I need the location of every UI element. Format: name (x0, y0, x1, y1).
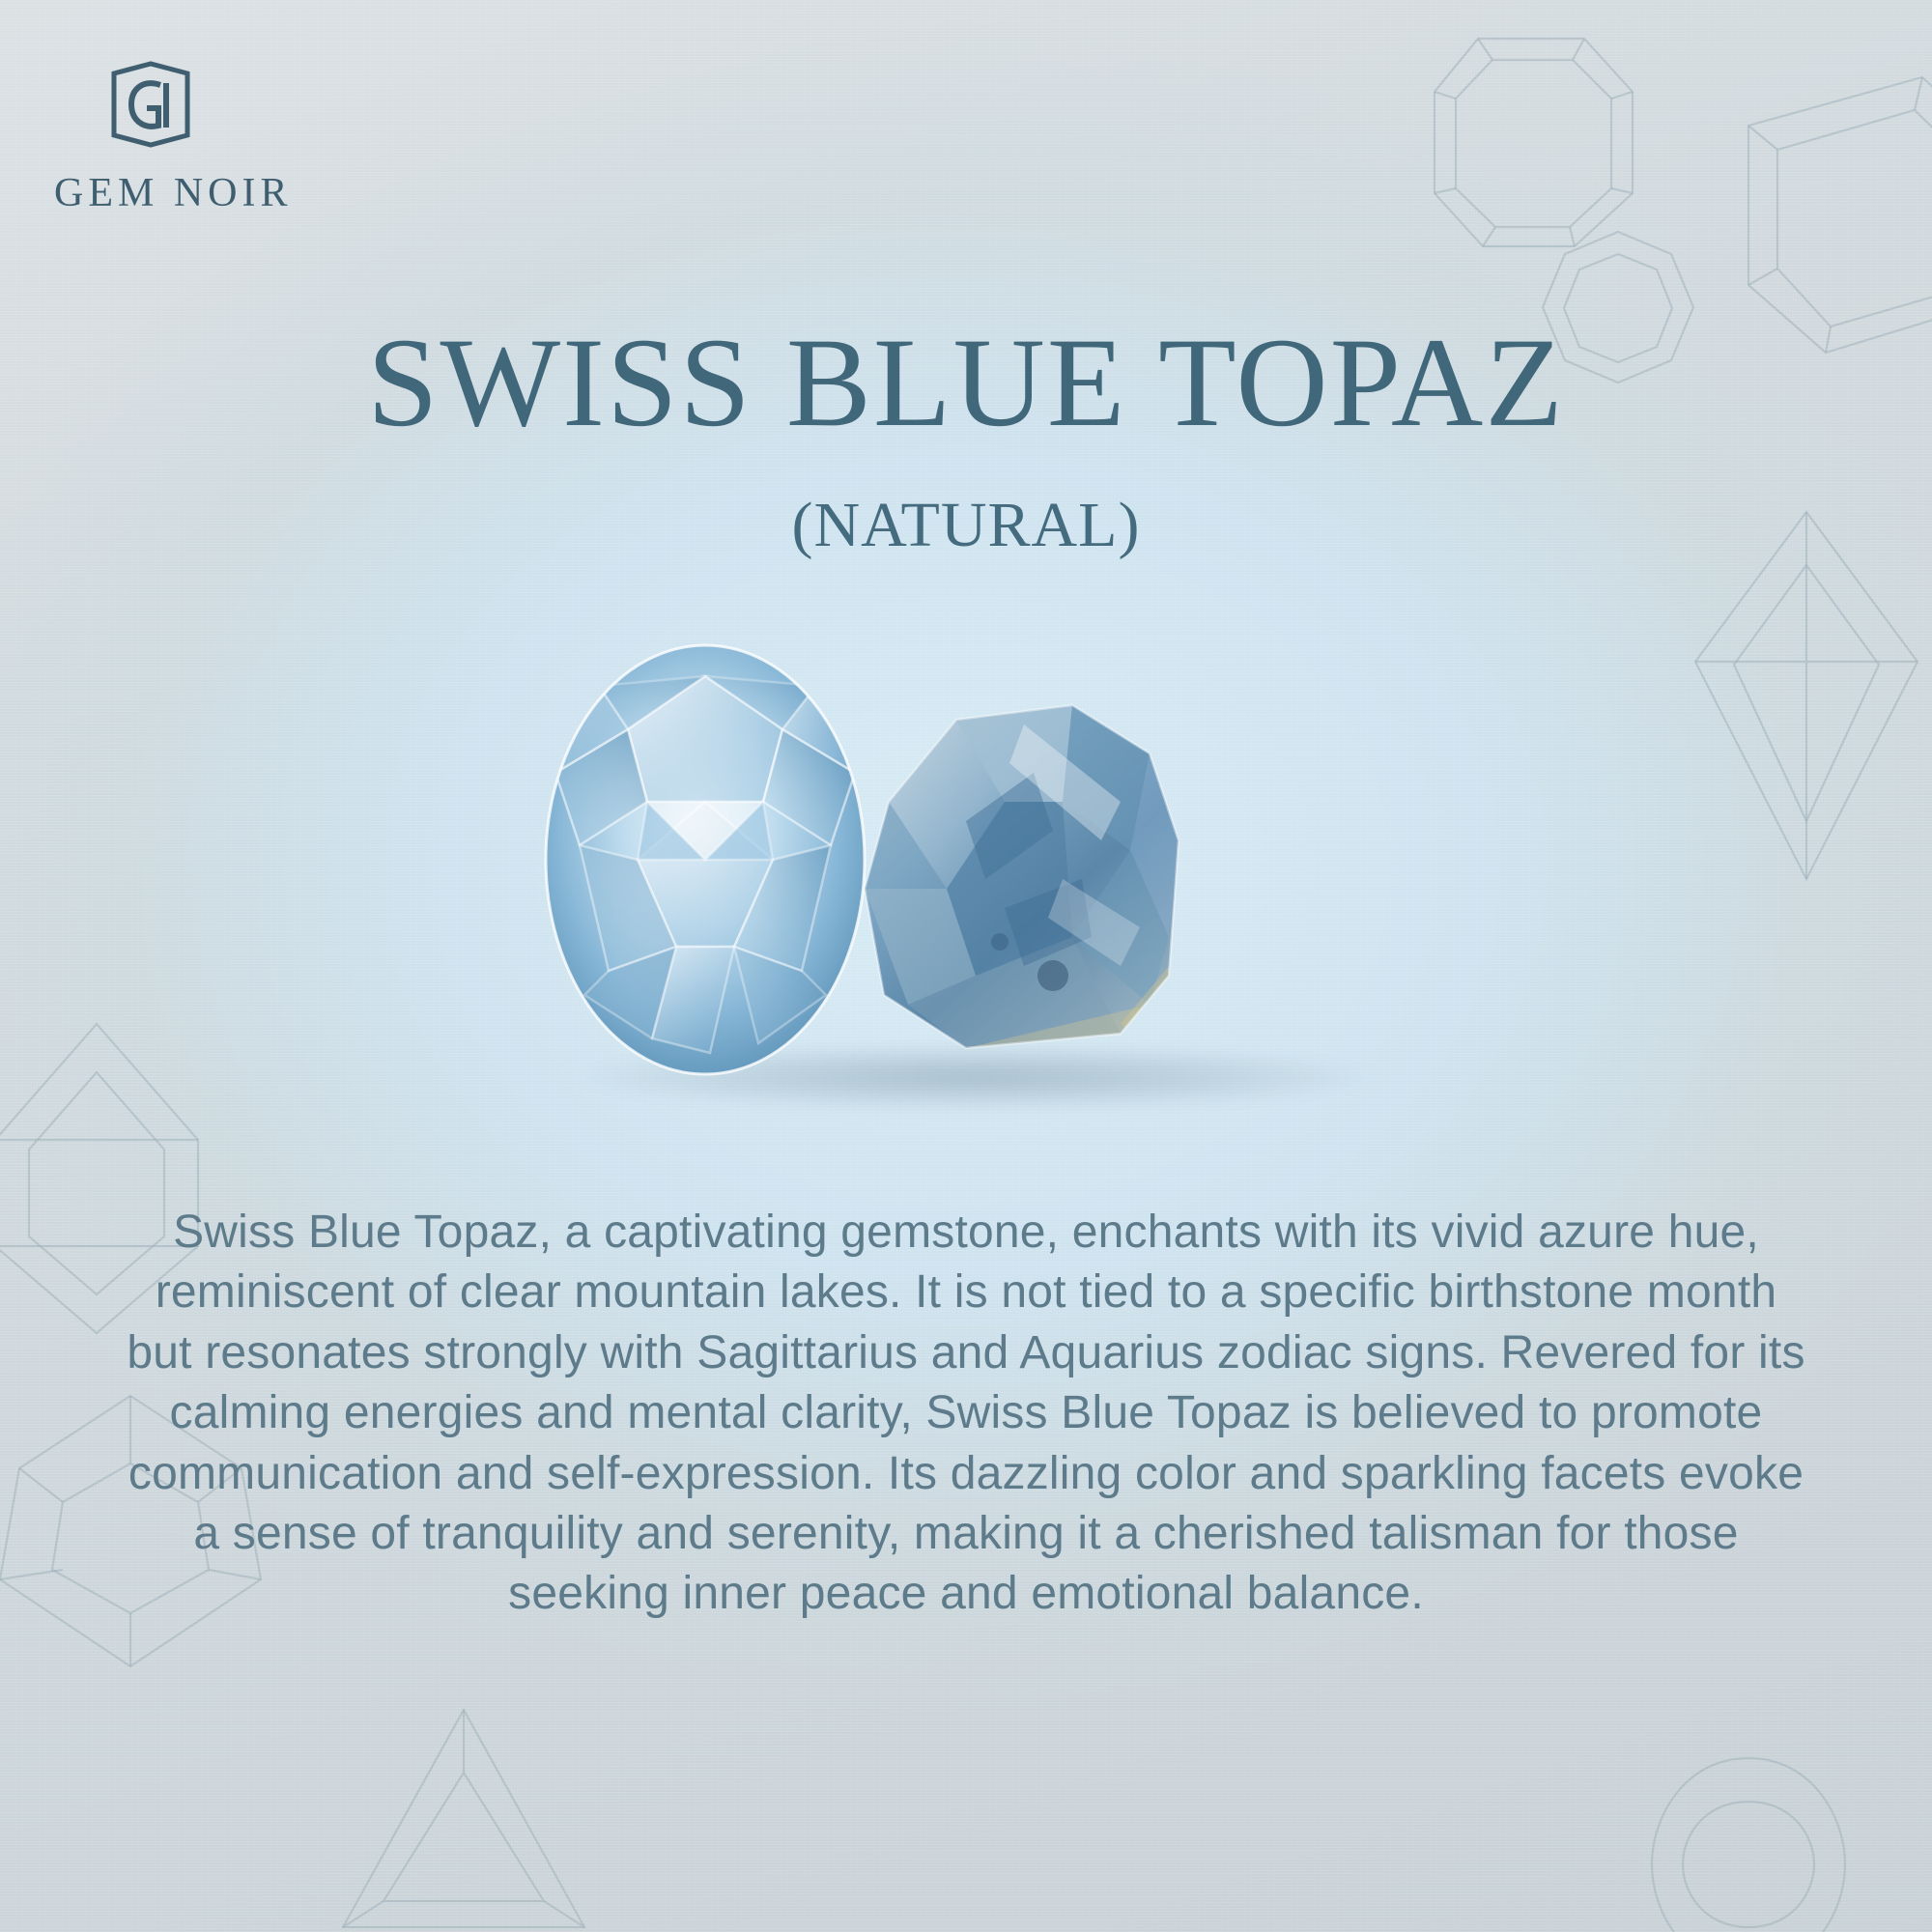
description-text: Swiss Blue Topaz, a captivating gemstone, enchants with its vivid azure hue, reminiscent of clear mountain lakes. It is not tied to a specific birthstone month but resonates strongly with Sagittarius and Aquarius zodiac signs. Revered for its calming energies and mental clarity, Swiss Blue Topaz is believed to promote communication and self-expression. Its dazzling color and sparkling facets evoke a sense of tranquility and serenity, making it a cherished talisman for those seeking inner peace and emotional balance. (127, 1207, 1805, 1620)
gem-noir-monogram-icon (106, 60, 195, 149)
brand-logo (50, 60, 340, 216)
title-block (0, 311, 1932, 562)
brand-name: GEM NOIR (54, 171, 293, 215)
page-subtitle: (NATURAL) (791, 490, 1141, 560)
faceted-oval-topaz-image (541, 638, 869, 1082)
oval-gem-outline-right-icon (1623, 1739, 1874, 1932)
page-title: SWISS BLUE TOPAZ (367, 311, 1565, 453)
gem-imagery (541, 628, 1410, 1130)
rough-topaz-crystal-image (831, 686, 1236, 1072)
octagon-gem-outline-icon (1391, 0, 1681, 290)
trillion-gem-outline-icon (319, 1681, 609, 1932)
